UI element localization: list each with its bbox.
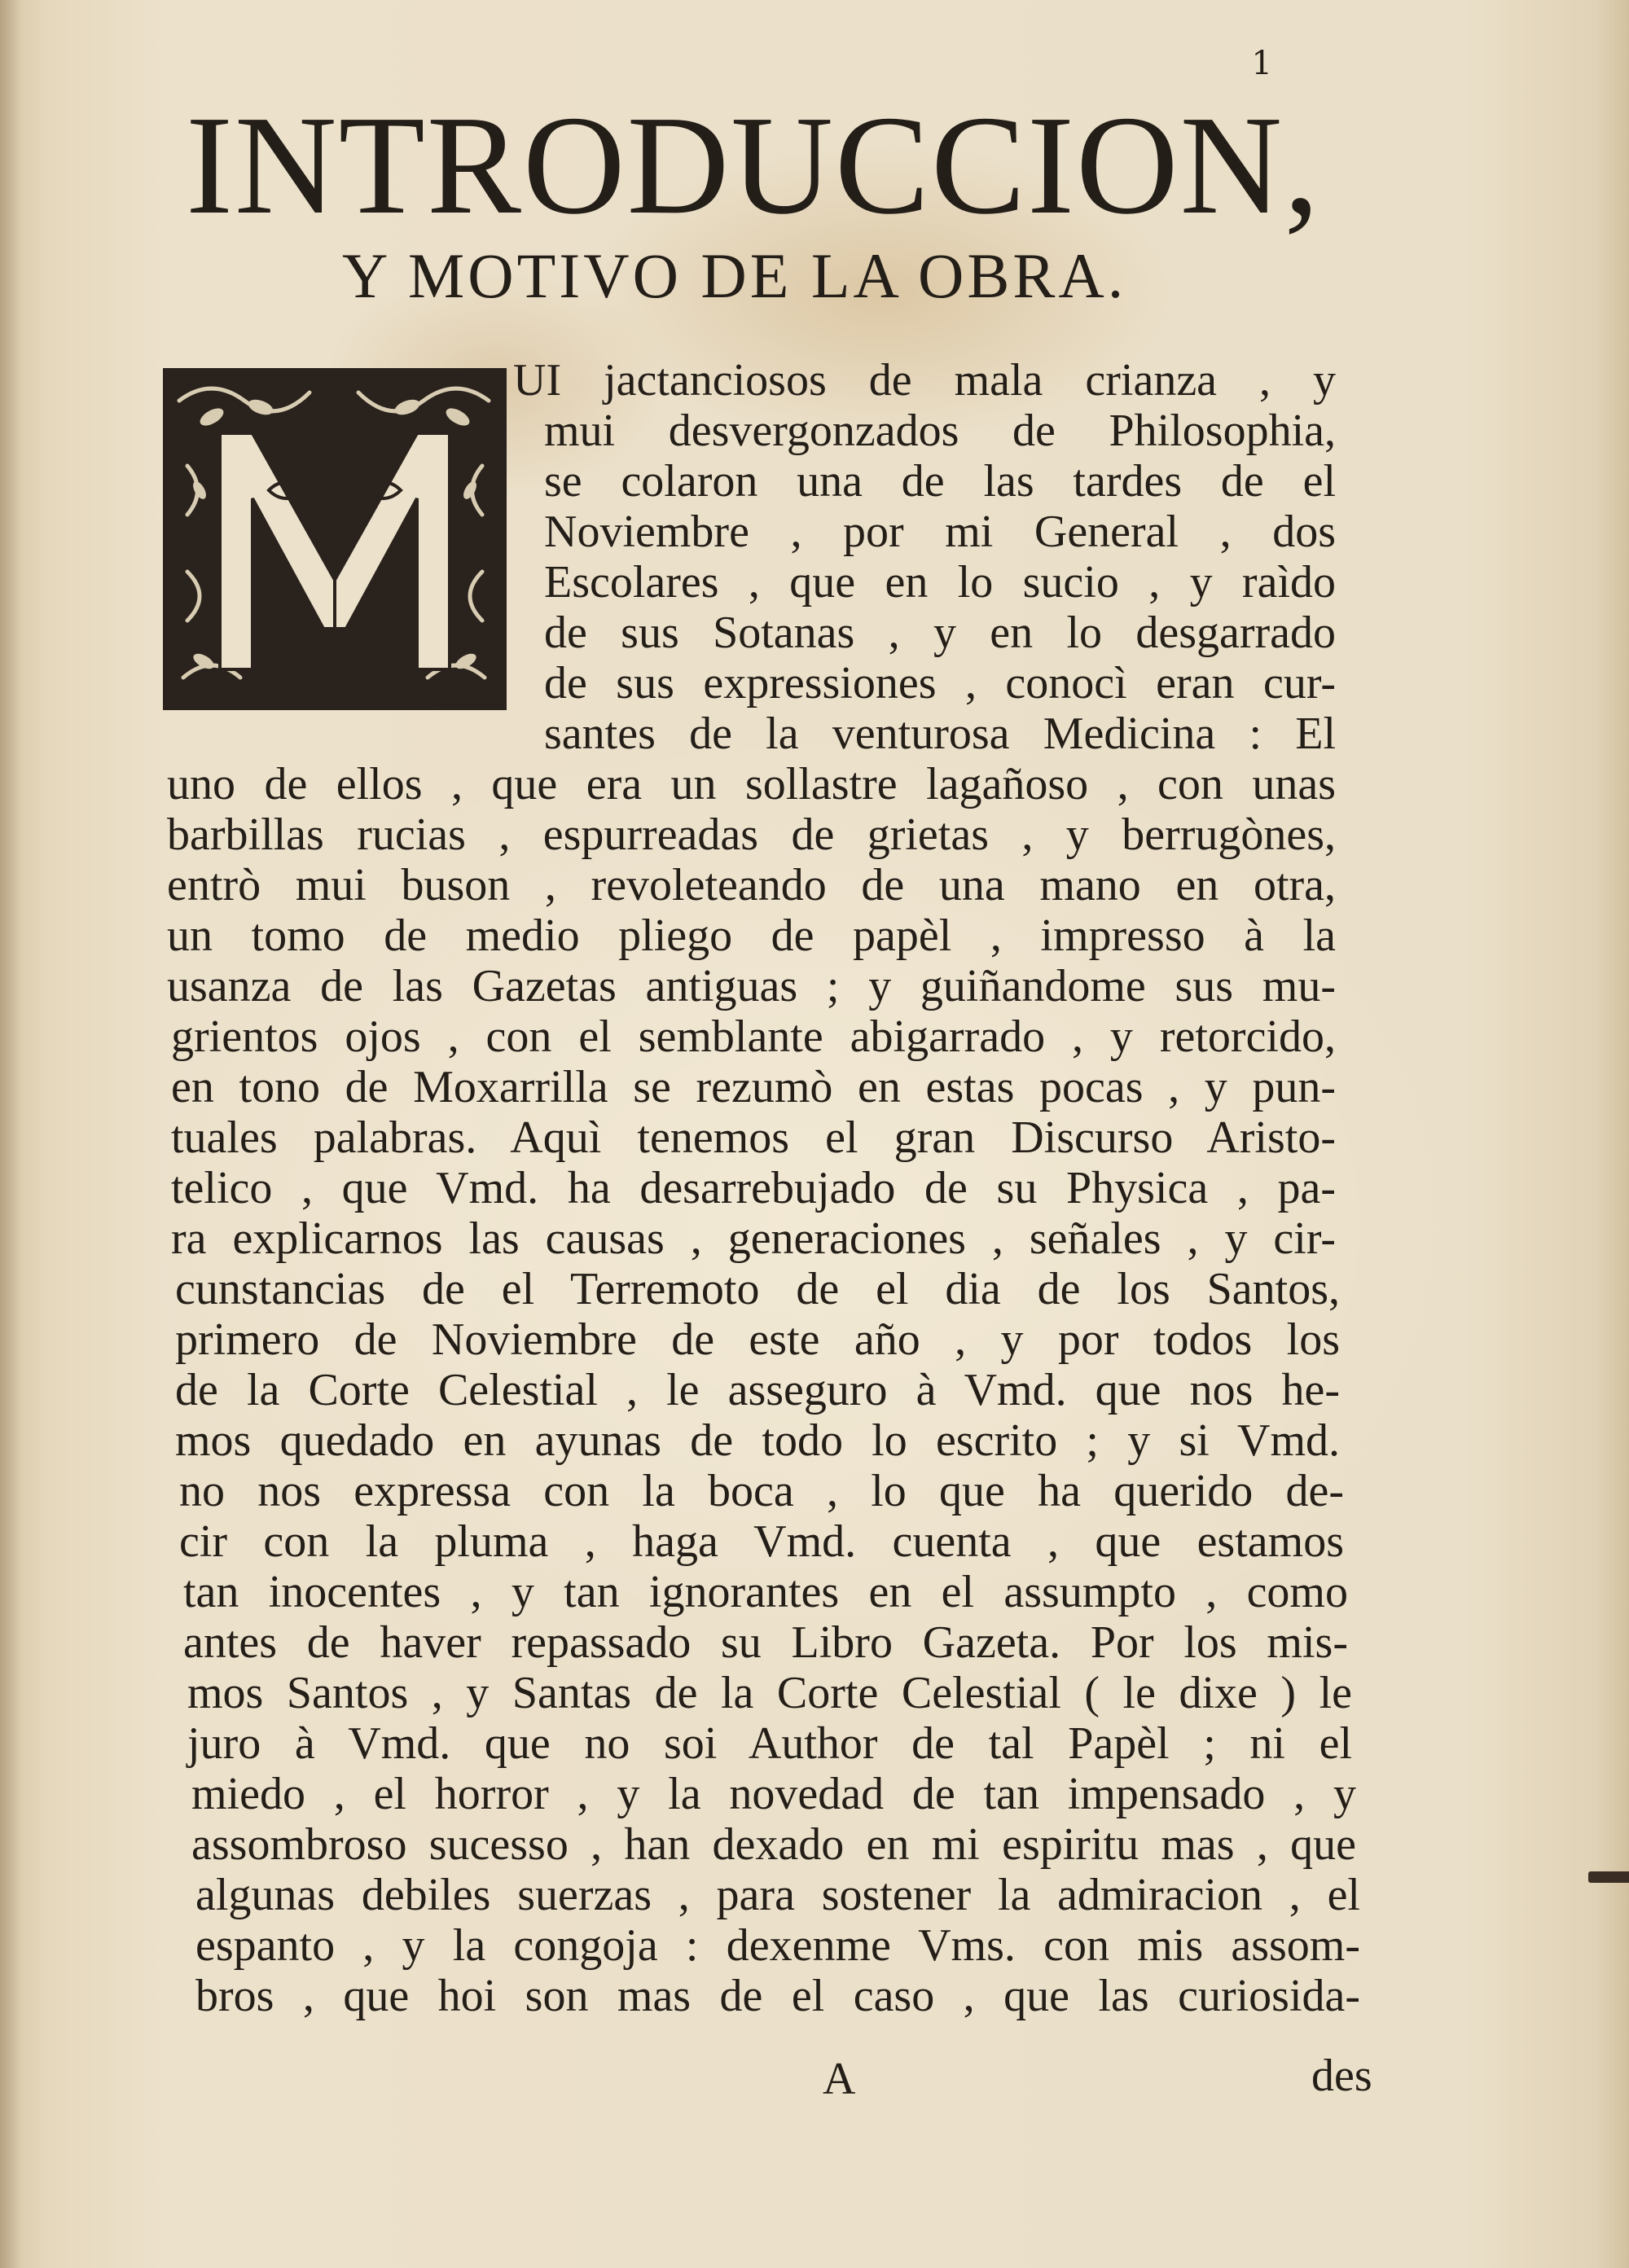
- text-line: Escolares , que en lo sucio , y raìdo: [544, 557, 1336, 608]
- text-line: entrò mui buson , revoleteando de una mano en otra,: [167, 860, 1336, 910]
- text-line: tan inocentes , y tan ignorantes en el assumpto , como: [183, 1567, 1348, 1617]
- text-line: de sus Sotanas , y en lo desgarrado: [544, 608, 1336, 658]
- page-number: 1: [1251, 45, 1272, 82]
- text-line: espanto , y la congoja : dexenme Vms. con mis assom-: [195, 1920, 1360, 1971]
- text-line: mos Santos , y Santas de la Corte Celestial ( le dixe ) le: [187, 1668, 1352, 1718]
- text-line: de sus expressiones , conocì eran cur-: [544, 658, 1336, 708]
- text-line: cir con la pluma , haga Vmd. cuenta , que estamos: [179, 1516, 1344, 1567]
- chapter-title: INTRODUCCION,: [186, 86, 1321, 243]
- text-line: de la Corte Celestial , le asseguro à Vmd. que nos he-: [175, 1365, 1340, 1415]
- text-line: primero de Noviembre de este año , y por todos los: [175, 1314, 1340, 1365]
- text-line: miedo , el horror , y la novedad de tan impensado , y: [191, 1769, 1356, 1819]
- text-line: telico , que Vmd. ha desarrebujado de su Physica , pa-: [171, 1163, 1336, 1213]
- text-line: se colaron una de las tardes de el: [544, 456, 1336, 507]
- text-line: antes de haver repassado su Libro Gazeta. Por los mis-: [183, 1617, 1348, 1668]
- decorated-initial-m: [163, 368, 507, 710]
- chapter-subtitle: Y MOTIVO DE LA OBRA.: [342, 240, 1127, 311]
- page-edge-tab: [1588, 1871, 1629, 1883]
- signature-mark: A: [823, 2054, 856, 2104]
- gutter-shadow: [0, 0, 21, 2268]
- text-line: grientos ojos , con el semblante abigarrado , y retorcido,: [171, 1011, 1336, 1062]
- text-line: santes de la venturosa Medicina : El: [544, 708, 1336, 759]
- text-line: bros , que hoi son mas de el caso , que las curiosida-: [195, 1971, 1360, 2021]
- text-line: ra explicarnos las causas , generaciones , señales , y cir-: [171, 1213, 1336, 1264]
- text-line: barbillas rucias , espurreadas de grietas , y berrugònes,: [167, 809, 1336, 860]
- text-line: un tomo de medio pliego de papèl , impresso à la: [167, 910, 1336, 961]
- text-line: UI jactanciosos de mala crianza , y: [513, 355, 1336, 406]
- text-line: cunstancias de el Terremoto de el dia de los Santos,: [175, 1264, 1340, 1314]
- text-line: usanza de las Gazetas antiguas ; y guiñandome sus mu-: [167, 961, 1336, 1011]
- text-line: Noviembre , por mi General , dos: [544, 507, 1336, 557]
- text-line: no nos expressa con la boca , lo que ha querido de-: [179, 1466, 1344, 1516]
- text-line: uno de ellos , que era un sollastre lagañoso , con unas: [167, 759, 1336, 809]
- text-line: mui desvergonzados de Philosophia,: [544, 406, 1336, 456]
- text-line: mos quedado en ayunas de todo lo escrito ; y si Vmd.: [175, 1415, 1340, 1466]
- catchword: des: [1311, 2051, 1372, 2101]
- text-line: assombroso sucesso , han dexado en mi espiritu mas , que: [191, 1819, 1356, 1870]
- text-line: algunas debiles suerzas , para sostener la admiracion , el: [195, 1870, 1360, 1920]
- text-line: tuales palabras. Aquì tenemos el gran Discurso Aristo-: [171, 1112, 1336, 1163]
- text-line: juro à Vmd. que no soi Author de tal Papèl ; ni el: [187, 1718, 1352, 1769]
- text-line: en tono de Moxarrilla se rezumò en estas pocas , y pun-: [171, 1062, 1336, 1112]
